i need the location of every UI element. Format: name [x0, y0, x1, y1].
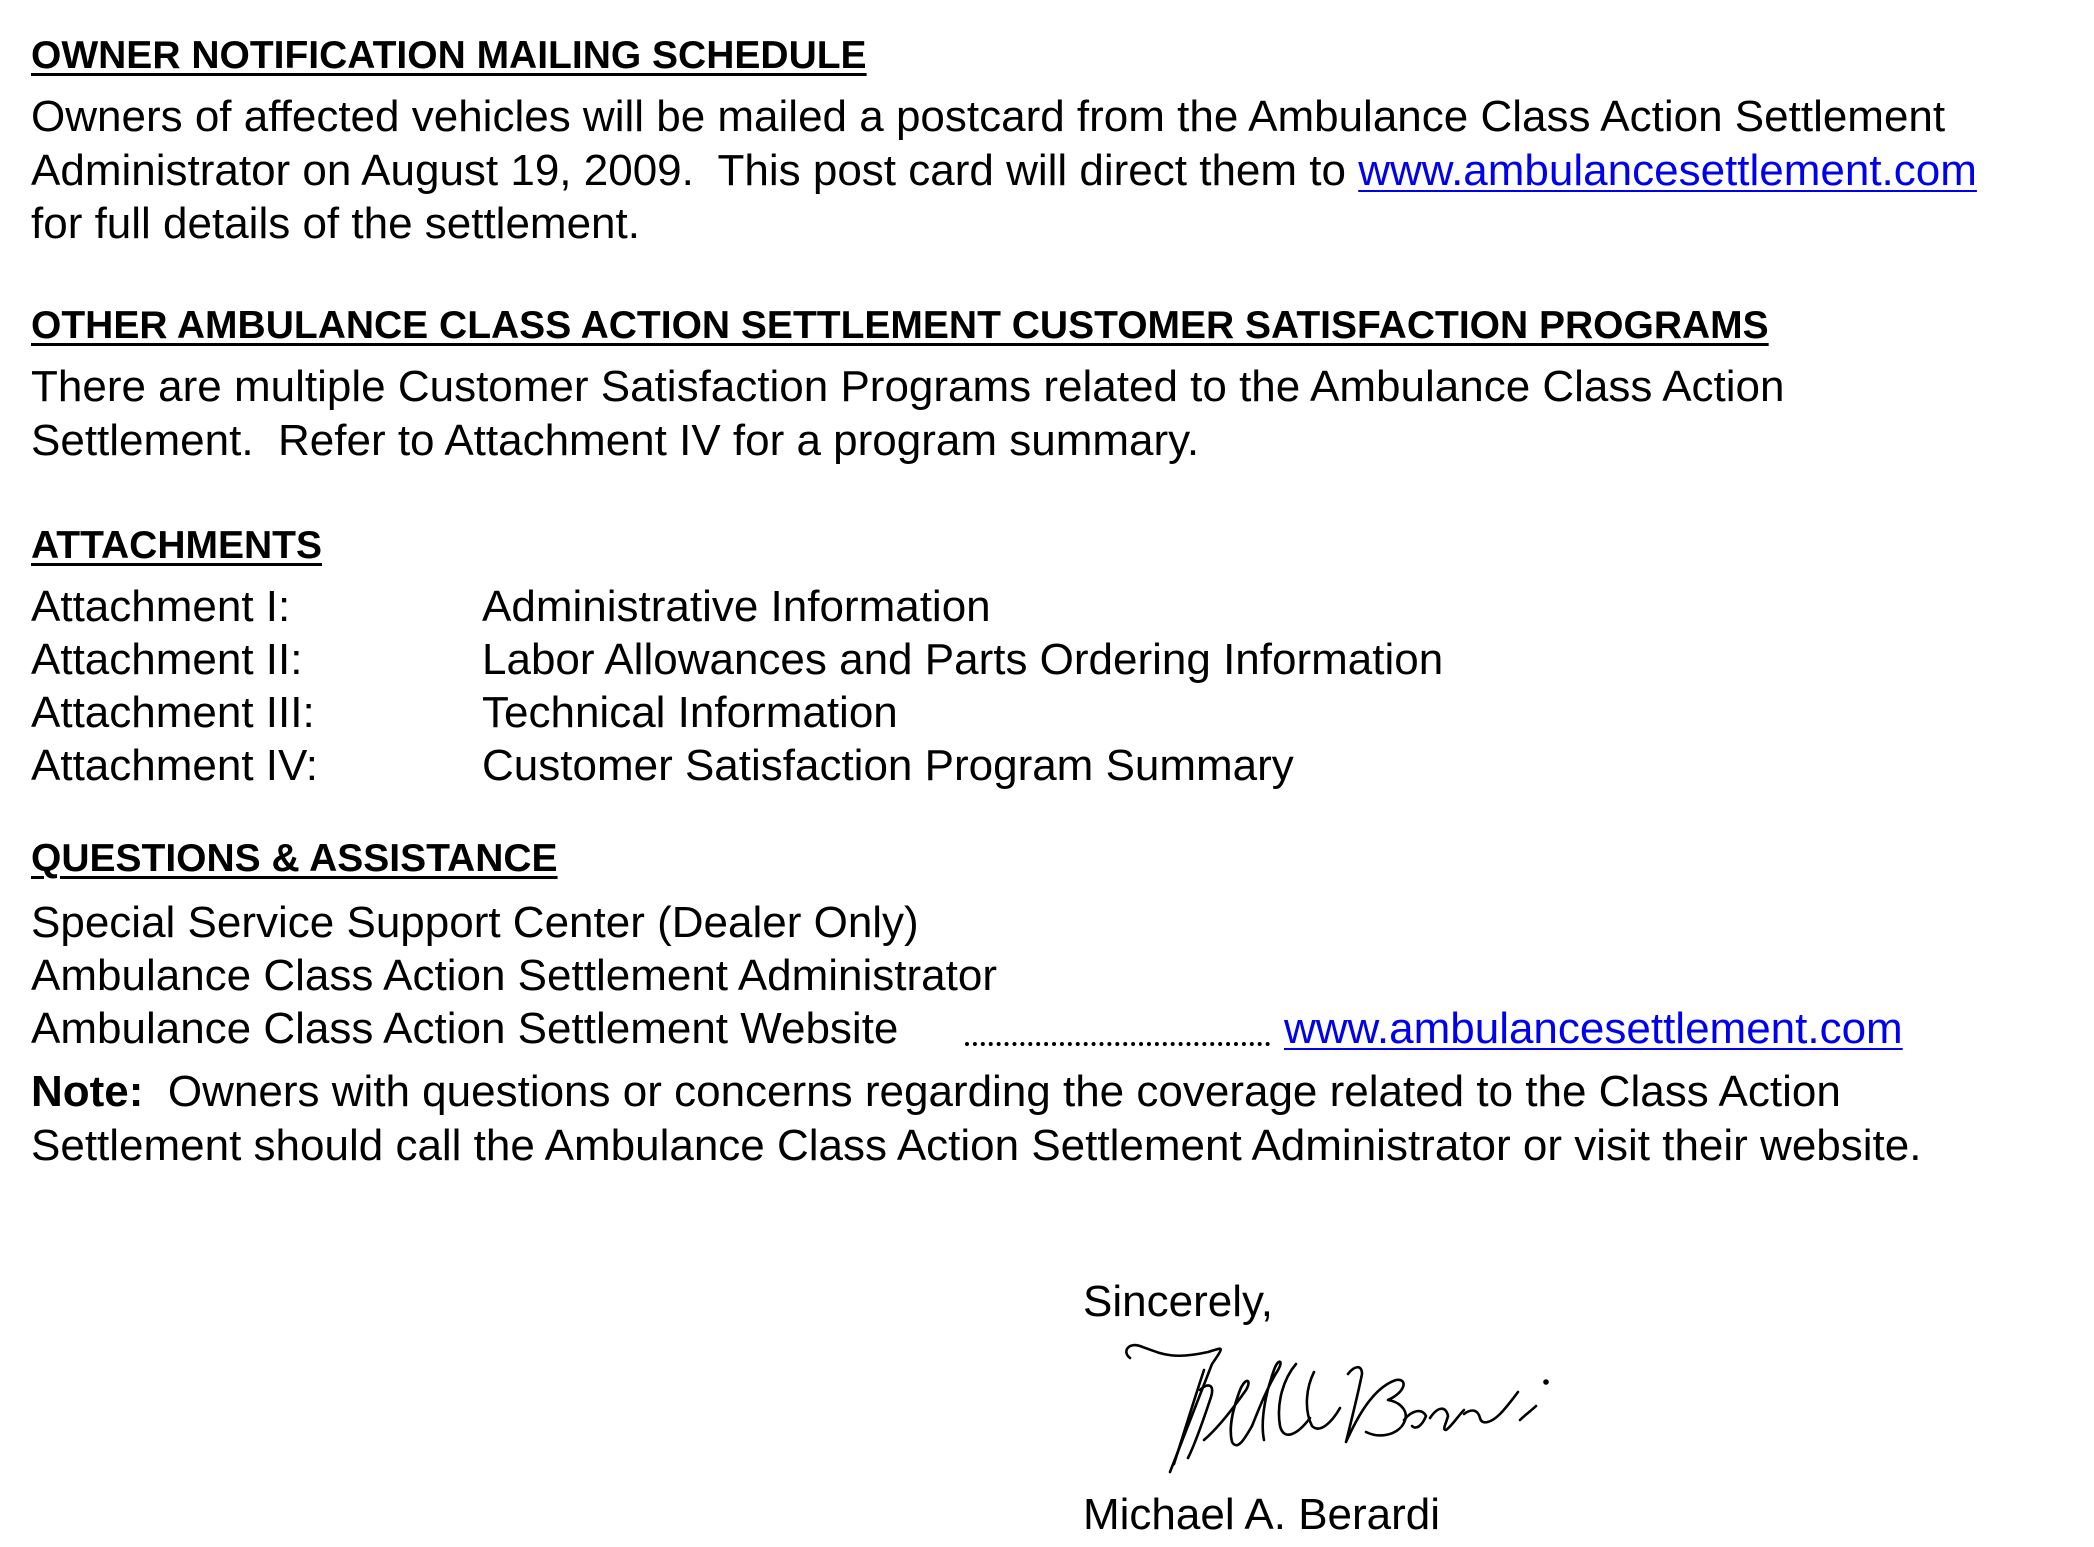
attachment-label: Attachment I: — [31, 582, 291, 631]
attachment-description: Technical Information — [482, 688, 898, 737]
attachment-label: Attachment IV: — [31, 741, 318, 790]
note-line-1 — [31, 1065, 1921, 1119]
signer-name: Michael A. Berardi — [1083, 1490, 1441, 1539]
mailing-line-2-text: Administrator on August 19, 2009. This post card will direct them to — [31, 145, 1359, 195]
attachment-label: Attachment III: — [31, 688, 315, 737]
note-line-2: Settlement should call the Ambulance Class Action Settlement Administrator or visit their website. — [31, 1120, 1922, 1170]
programs-line-1: There are multiple Customer Satisfaction Programs related to the Ambulance Class Action — [31, 362, 1785, 411]
mailing-line-1: Owners of affected vehicles will be mailed a postcard from the Ambulance Class Action Settlement — [31, 92, 1946, 141]
attachment-description: Administrative Information — [482, 582, 991, 631]
website-line: Ambulance Class Action Settlement Website — [31, 1004, 899, 1053]
closing-salutation: Sincerely, — [1083, 1277, 1273, 1326]
administrator-line: Ambulance Class Action Settlement Administrator — [31, 951, 998, 1000]
other-programs-paragraph — [31, 360, 1785, 467]
note-text: Owners with questions or concerns regarding the coverage related to the Class Action — [143, 1067, 1841, 1116]
mailing-line-2 — [31, 144, 1977, 198]
note-paragraph — [31, 1065, 1921, 1172]
handwritten-signature-icon — [1100, 1330, 1570, 1480]
questions-heading: QUESTIONS & ASSISTANCE — [31, 837, 558, 880]
mailing-line-3: for full details of the settlement. — [31, 199, 640, 248]
note-label: Note: — [31, 1067, 144, 1116]
other-programs-heading: OTHER AMBULANCE CLASS ACTION SETTLEMENT CUSTOMER SATISFACTION PROGRAMS — [31, 304, 1769, 347]
settlement-website-link[interactable]: www.ambulancesettlement.com — [1284, 1004, 1903, 1053]
attachments-heading: ATTACHMENTS — [31, 524, 323, 567]
dot-leader — [965, 1042, 1270, 1046]
mailing-schedule-paragraph — [31, 90, 1977, 251]
mailing-schedule-heading: OWNER NOTIFICATION MAILING SCHEDULE — [31, 34, 867, 77]
attachment-description: Customer Satisfaction Program Summary — [482, 741, 1294, 790]
attachment-description: Labor Allowances and Parts Ordering Information — [482, 635, 1444, 684]
attachment-label: Attachment II: — [31, 635, 303, 684]
support-center-line: Special Service Support Center (Dealer Only) — [31, 898, 919, 947]
settlement-website-link[interactable]: www.ambulancesettlement.com — [1358, 145, 1977, 195]
programs-line-2: Settlement. Refer to Attachment IV for a program summary. — [31, 415, 1200, 465]
